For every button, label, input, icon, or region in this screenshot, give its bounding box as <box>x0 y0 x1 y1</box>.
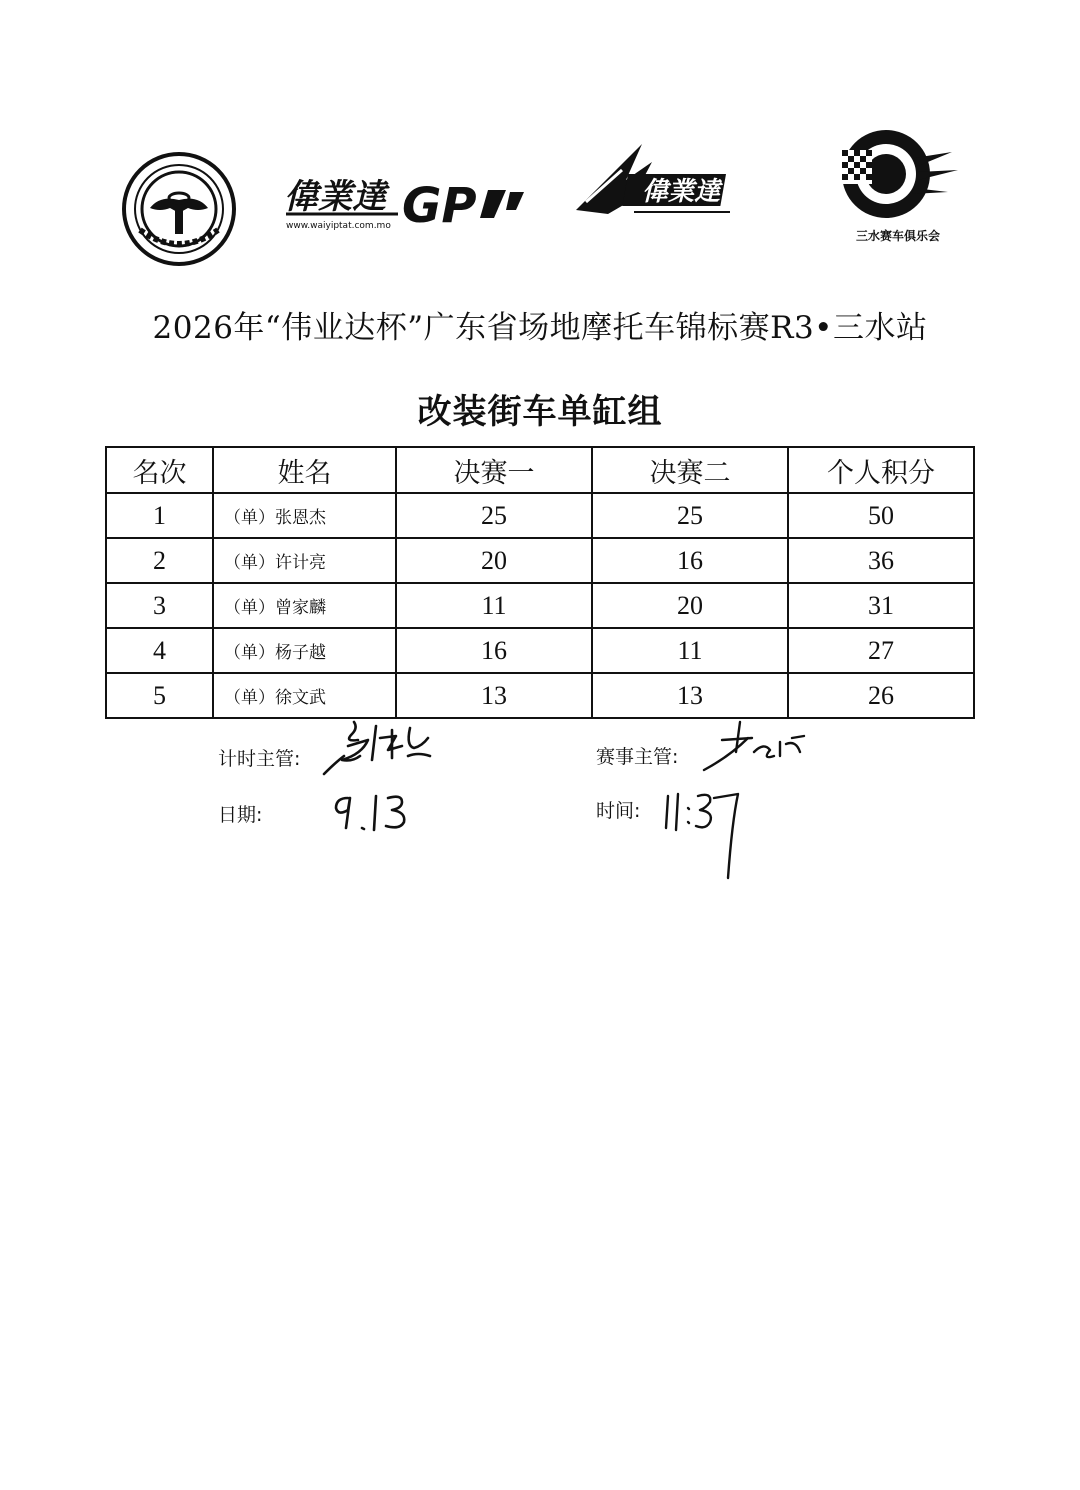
final-1-cell: 16 <box>396 628 592 673</box>
final-1-cell: 13 <box>396 673 592 718</box>
table-row <box>106 538 974 583</box>
svg-text:三水赛车俱乐会: 三水赛车俱乐会 <box>855 229 941 243</box>
group-subtitle: 改装街车单缸组 <box>417 392 663 432</box>
rank-cell: 4 <box>106 628 213 673</box>
header-name: 姓名 <box>213 447 396 493</box>
rank-cell: 3 <box>106 583 213 628</box>
table-header-row <box>106 447 974 493</box>
sanshui-racing-club-logo-icon <box>828 128 968 248</box>
svg-text:偉業達: 偉業達 <box>284 177 386 217</box>
rank-cell: 1 <box>106 493 213 538</box>
table-row <box>106 628 974 673</box>
time-label: 时间: <box>596 800 641 822</box>
header-final-1: 决赛一 <box>396 447 592 493</box>
final-2-cell: 20 <box>592 583 788 628</box>
timing-supervisor-label: 计时主管: <box>218 748 301 770</box>
svg-text:GP: GP <box>402 178 477 234</box>
final-1-cell: 20 <box>396 538 592 583</box>
points-cell: 27 <box>788 628 974 673</box>
rank-cell: 5 <box>106 673 213 718</box>
table-row <box>106 493 974 538</box>
table-row <box>106 673 974 718</box>
final-2-cell: 13 <box>592 673 788 718</box>
page-title: 2026年“伟业达杯”广东省场地摩托车锦标赛R3•三水站 <box>152 310 928 346</box>
svg-text:www.waiyiptat.com.mo: www.waiyiptat.com.mo <box>286 221 391 231</box>
name-cell: （单）杨子越 <box>213 628 396 673</box>
header-final-2: 决赛二 <box>592 447 788 493</box>
results-table <box>105 446 975 719</box>
logo-row <box>0 120 1080 260</box>
final-2-cell: 16 <box>592 538 788 583</box>
name-cell: （单）许计亮 <box>213 538 396 583</box>
name-cell: （单）张恩杰 <box>213 493 396 538</box>
time-handwritten <box>660 782 746 884</box>
final-1-cell: 11 <box>396 583 592 628</box>
final-2-cell: 11 <box>592 628 788 673</box>
points-cell: 31 <box>788 583 974 628</box>
date-label: 日期: <box>218 804 263 826</box>
points-cell: 26 <box>788 673 974 718</box>
final-2-cell: 25 <box>592 493 788 538</box>
name-cell: （单）徐文武 <box>213 673 396 718</box>
header-rank: 名次 <box>106 447 213 493</box>
rank-cell: 2 <box>106 538 213 583</box>
header-points: 个人积分 <box>788 447 974 493</box>
table-row <box>106 583 974 628</box>
points-cell: 36 <box>788 538 974 583</box>
race-supervisor-signature <box>700 716 810 780</box>
svg-text:偉業達: 偉業達 <box>642 177 721 207</box>
date-handwritten <box>330 788 414 838</box>
weiyeda-w-logo-icon <box>572 140 737 220</box>
final-1-cell: 25 <box>396 493 592 538</box>
weiyeda-gp-logo-icon <box>280 170 530 240</box>
motorcycle-association-emblem-icon <box>120 150 238 268</box>
timing-supervisor-signature <box>318 716 434 780</box>
points-cell: 50 <box>788 493 974 538</box>
race-supervisor-label: 赛事主管: <box>596 746 679 768</box>
name-cell: （单）曾家麟 <box>213 583 396 628</box>
